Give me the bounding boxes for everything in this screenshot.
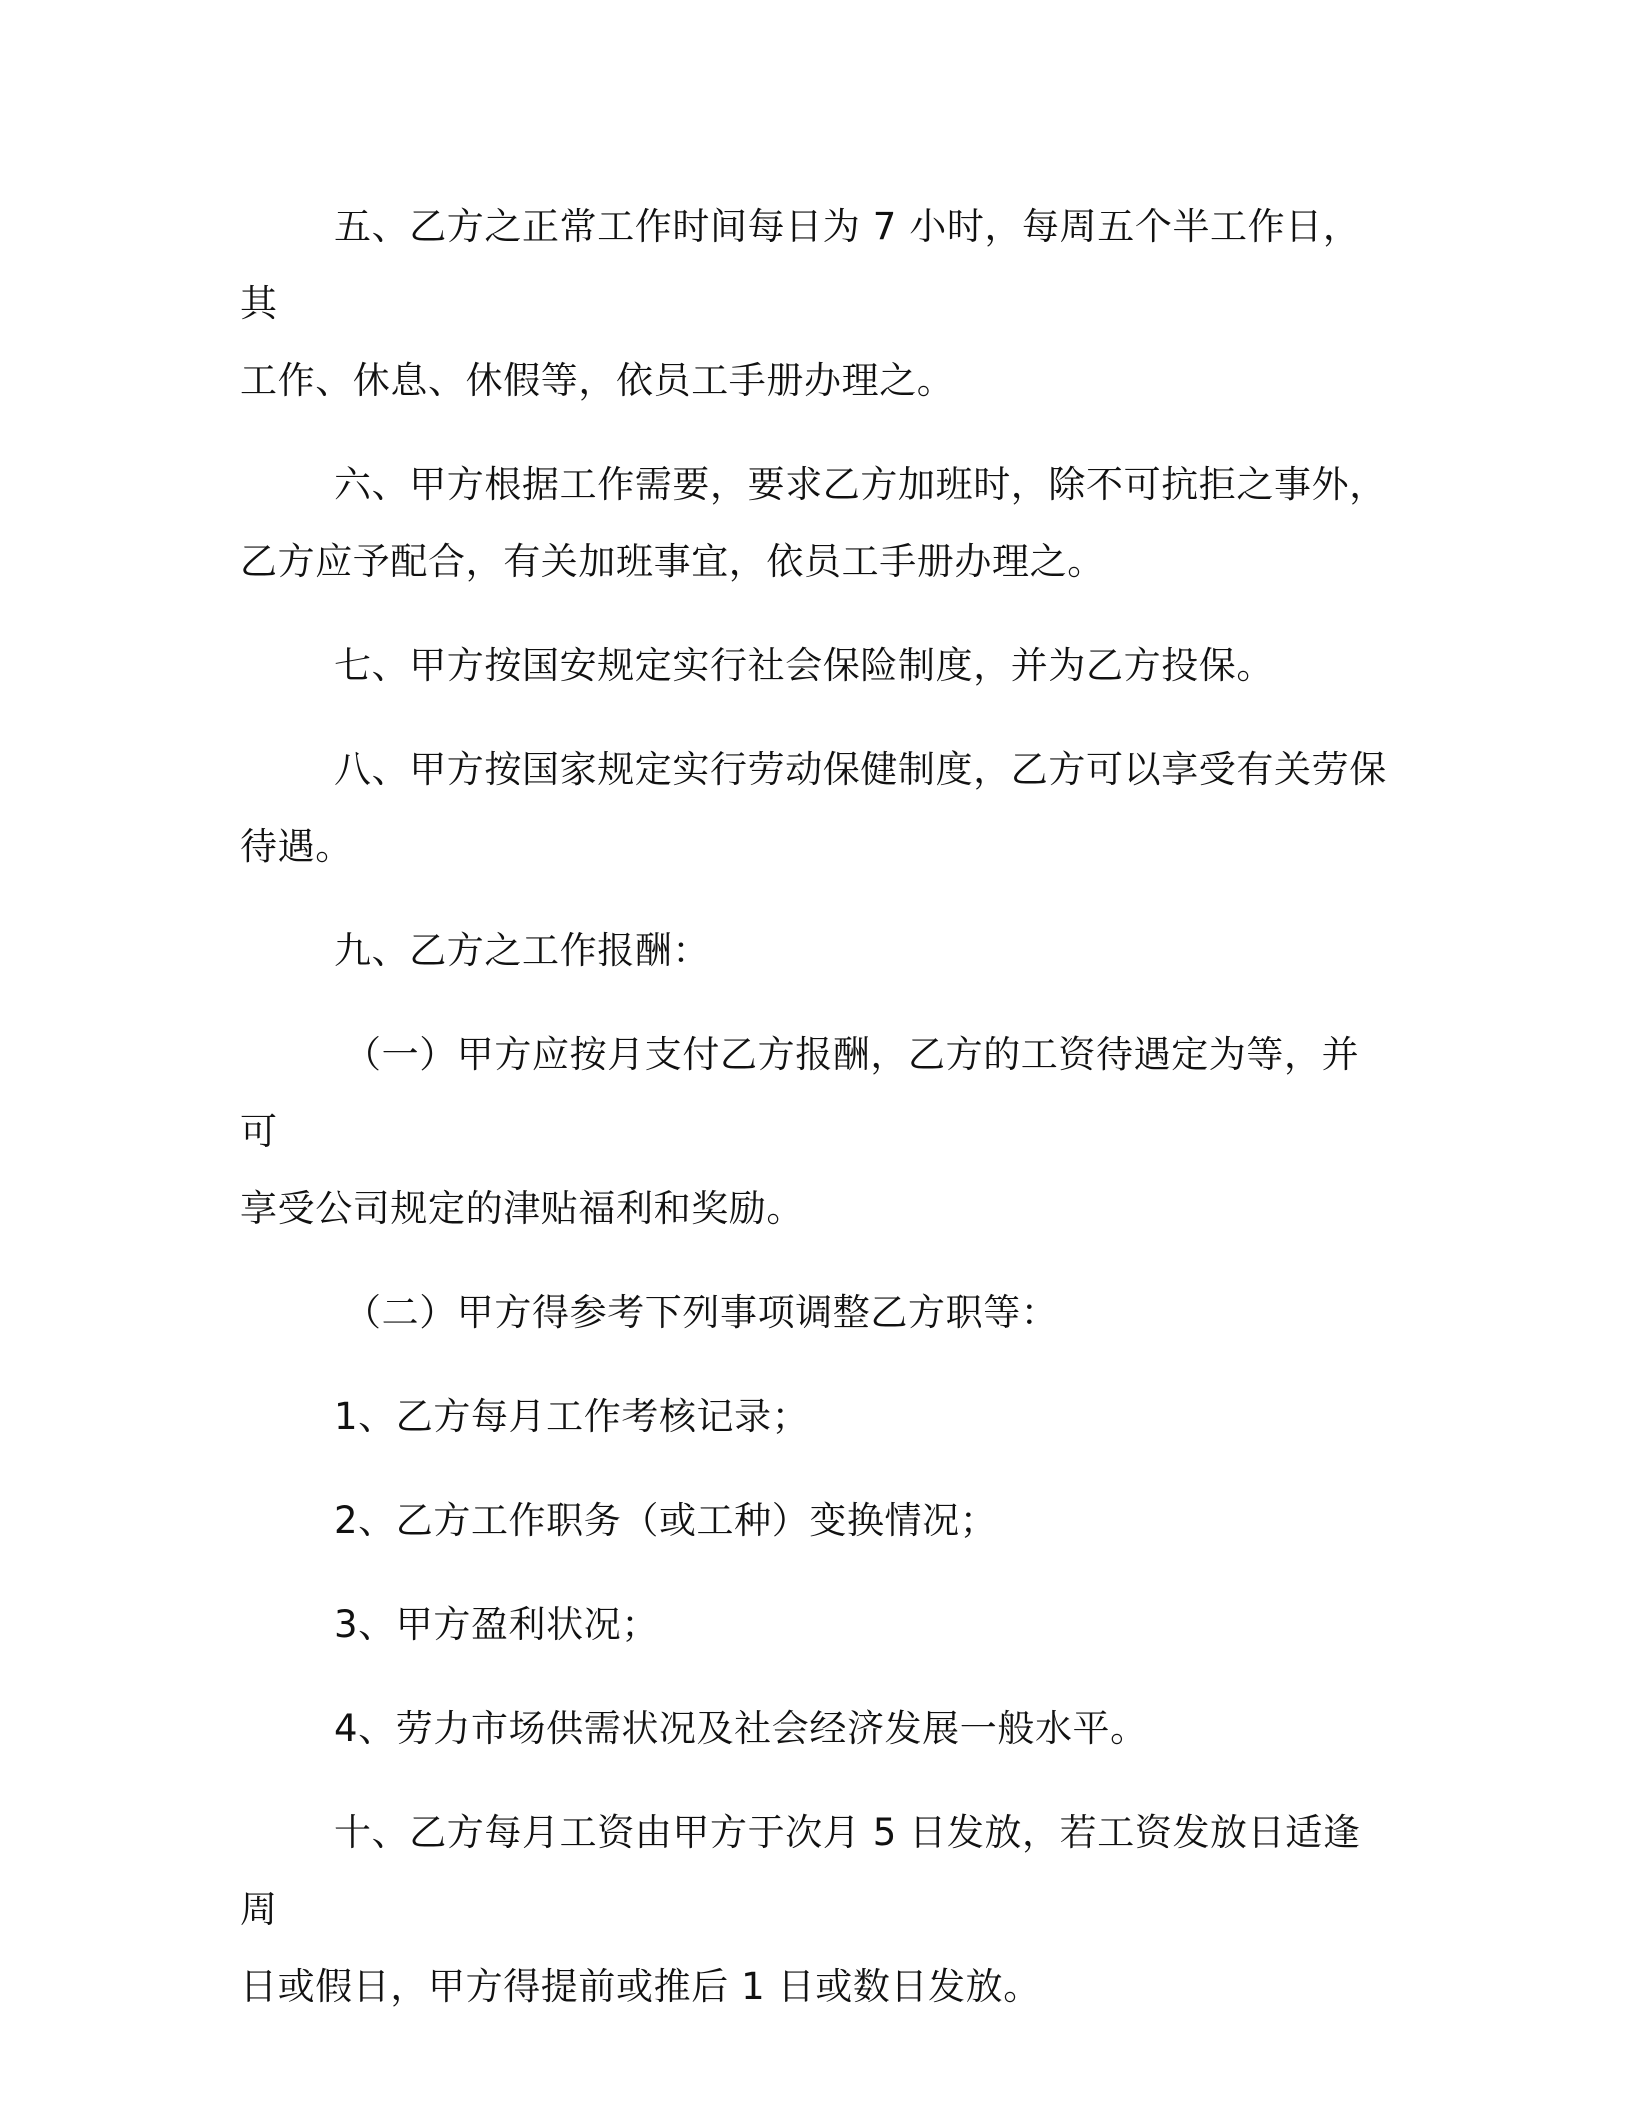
clause-9-line-1: 九、乙方之工作报酬： <box>334 929 710 972</box>
clause-7 <box>240 627 1390 704</box>
clause-10-line-1: 十、乙方每月工资由甲方于次月 5 日发放，若工资发放日适逢周 <box>240 1811 1361 1931</box>
clause-6-line-1: 六、甲方根据工作需要，要求乙方加班时，除不可抗拒之事外， <box>334 463 1387 506</box>
clause-10-line-2: 日或假日，甲方得提前或推后 1 日或数日发放。 <box>240 1965 1041 2008</box>
clause-5 <box>240 188 1390 419</box>
adjust-factor-2-line: 2、乙方工作职务（或工种）变换情况； <box>334 1499 998 1542</box>
clause-8 <box>240 731 1390 885</box>
adjust-factor-1 <box>240 1378 1390 1455</box>
adjust-factor-1-line: 1、乙方每月工作考核记录； <box>334 1395 810 1438</box>
clause-6-line-2: 乙方应予配合，有关加班事宜，依员工手册办理之。 <box>240 540 1105 583</box>
clause-7-line-1: 七、甲方按国安规定实行社会保险制度，并为乙方投保。 <box>334 644 1274 687</box>
clause-9-item-2 <box>240 1274 1390 1351</box>
adjust-factor-4 <box>240 1690 1390 1767</box>
clause-5-line-1: 五、乙方之正常工作时间每日为 7 小时，每周五个半工作日，其 <box>240 205 1361 325</box>
clause-8-line-2: 待遇。 <box>240 825 353 868</box>
document-body <box>240 188 1390 2052</box>
adjust-factor-3 <box>240 1586 1390 1663</box>
clause-9 <box>240 912 1390 989</box>
clause-9-item-1 <box>240 1016 1390 1247</box>
adjust-factor-4-line: 4、劳力市场供需状况及社会经济发展一般水平。 <box>334 1707 1148 1750</box>
clause-10 <box>240 1794 1390 2025</box>
adjust-factor-2 <box>240 1482 1390 1559</box>
clause-9-item-1-line-2: 享受公司规定的津贴福利和奖励。 <box>240 1187 804 1230</box>
clause-5-line-2: 工作、休息、休假等，依员工手册办理之。 <box>240 359 955 402</box>
clause-8-line-1: 八、甲方按国家规定实行劳动保健制度，乙方可以享受有关劳保 <box>334 748 1387 791</box>
clause-9-item-1-line-1: （一）甲方应按月支付乙方报酬，乙方的工资待遇定为等，并可 <box>240 1033 1360 1153</box>
clause-9-item-2-line-1: （二）甲方得参考下列事项调整乙方职等： <box>344 1291 1059 1334</box>
adjust-factor-3-line: 3、甲方盈利状况； <box>334 1603 659 1646</box>
clause-6 <box>240 446 1390 600</box>
